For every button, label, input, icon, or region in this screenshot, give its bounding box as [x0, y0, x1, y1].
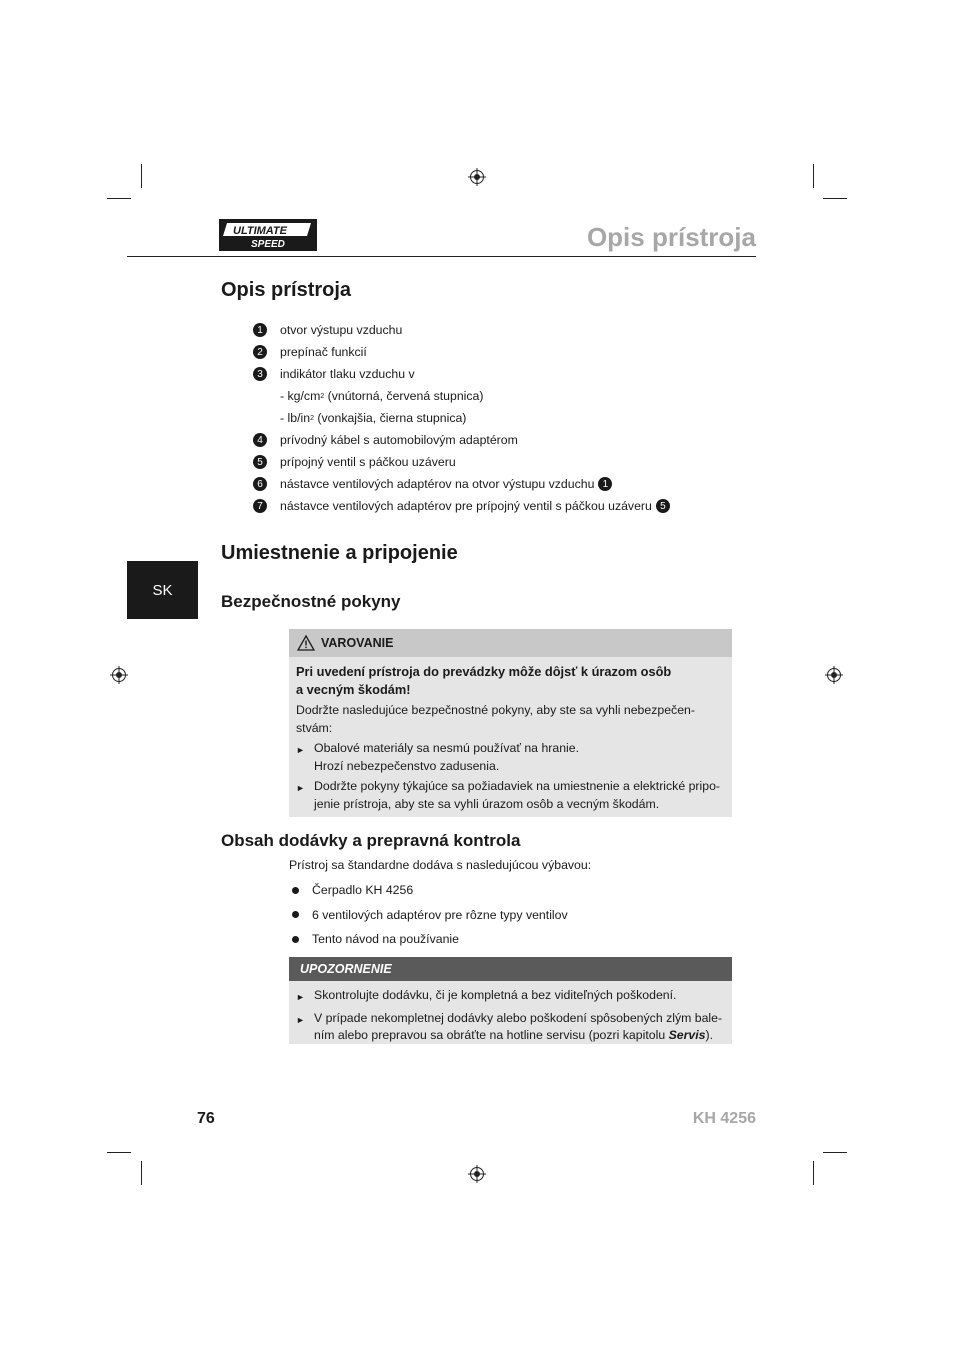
- note-item-text: ).: [705, 1028, 714, 1042]
- arrow-icon: ►: [296, 1014, 305, 1025]
- unit-kg-label: - kg/cm: [280, 389, 321, 403]
- warning-header: [289, 629, 732, 657]
- registration-mark-icon: [825, 666, 843, 684]
- list-subitem: [253, 385, 733, 407]
- warning-label: VAROVANIE: [321, 636, 394, 650]
- part-label: indikátor tlaku vzduchu v: [280, 367, 415, 381]
- note-item-text: ním alebo prepravou sa obráťte na hotline servisu (pozri kapitolu: [314, 1028, 669, 1042]
- note-header: UPOZORNENIE: [289, 957, 732, 981]
- list-item: [253, 495, 733, 517]
- warning-item: [296, 740, 725, 775]
- subheading-safety: Bezpečnostné pokyny: [221, 592, 401, 611]
- section-heading-description: Opis prístroja: [221, 279, 352, 301]
- delivery-item: 6 ventilových adaptérov pre rôzne typy ventilov: [312, 907, 568, 922]
- note-item: [296, 1010, 725, 1045]
- list-item: [292, 903, 568, 928]
- warning-bold-line: Pri uvedení prístroja do prevádzky môže dôjsť k úrazom osôb: [296, 664, 672, 679]
- number-badge: 3: [253, 367, 267, 381]
- number-badge: 6: [253, 477, 267, 491]
- delivery-item: Tento návod na používanie: [312, 932, 459, 947]
- warning-item-text: Dodržte pokyny týkajúce sa požiadaviek na umiestnenie a elektrické pripo-: [314, 779, 721, 793]
- number-badge: 7: [253, 499, 267, 513]
- crop-mark: [107, 198, 131, 199]
- note-item-text: V prípade nekompletnej dodávky alebo poškodení spôsobených zlým bale-: [314, 1010, 723, 1025]
- delivery-item: Čerpadlo KH 4256: [312, 883, 414, 898]
- chapter-reference: Servis: [668, 1028, 706, 1042]
- model-number: KH 4256: [692, 1110, 756, 1127]
- list-item: [253, 451, 733, 473]
- part-label: prívodný kábel s automobilovým adaptérom: [280, 433, 518, 447]
- subheading-delivery: Obsah dodávky a prepravná kontrola: [221, 831, 521, 850]
- crop-mark: [107, 1152, 131, 1153]
- registration-mark-icon: [468, 1165, 486, 1183]
- number-badge: 1: [253, 323, 267, 337]
- crop-mark: [813, 164, 814, 188]
- warning-bold-line: a vecným škodám!: [296, 681, 411, 697]
- crop-mark: [823, 198, 847, 199]
- registration-mark-icon: [110, 666, 128, 684]
- unit-kg-description: (vnútorná, červená stupnica): [324, 389, 484, 403]
- part-label: prepínač funkcií: [280, 345, 367, 359]
- warning-item-text: jenie prístroja, aby ste sa vyhli úrazom osôb a vecným škodám.: [314, 796, 660, 811]
- part-label: prípojný ventil s páčkou uzáveru: [280, 455, 456, 469]
- arrow-icon: ►: [296, 992, 305, 1002]
- list-item: [253, 429, 733, 451]
- parts-list: [253, 319, 733, 517]
- superscript: 2: [320, 392, 325, 400]
- warning-intro: Dodržte nasledujúce bezpečnostné pokyny, aby ste sa vyhli nebezpečen-: [296, 703, 695, 717]
- crop-mark: [141, 164, 142, 188]
- warning-item-text: Hrozí nebezpečenstvo zadusenia.: [314, 758, 500, 773]
- bullet-icon: [292, 911, 299, 918]
- crop-mark: [813, 1161, 814, 1185]
- unit-lb-label: - lb/in: [280, 411, 311, 425]
- list-item: [253, 341, 733, 363]
- list-item: [253, 319, 733, 341]
- warning-item-text: Obalové materiály sa nesmú používať na hranie.: [314, 741, 580, 755]
- registration-mark-icon: [468, 168, 486, 186]
- number-badge: 5: [253, 455, 267, 469]
- logo-text-2: SPEED: [251, 239, 285, 250]
- number-badge: 4: [253, 433, 267, 447]
- page-number: 76: [197, 1110, 215, 1127]
- part-label: nástavce ventilových adaptérov na otvor výstupu vzduchu: [280, 477, 595, 491]
- part-label: otvor výstupu vzduchu: [280, 323, 403, 337]
- delivery-list: [292, 878, 568, 952]
- brand-logo: [219, 219, 317, 251]
- superscript: 2: [310, 414, 314, 422]
- crop-mark: [141, 1161, 142, 1185]
- reference-badge: 5: [656, 499, 670, 513]
- section-heading-placement: Umiestnenie a pripojenie: [221, 542, 458, 564]
- header-title: Opis prístroja: [586, 222, 756, 252]
- unit-lb-description: (vonkajšia, čierna stupnica): [313, 411, 467, 425]
- note-item: [296, 987, 725, 1007]
- list-item: [253, 363, 733, 385]
- note-box: [289, 957, 732, 1044]
- part-label: nástavce ventilových adaptérov pre prípojný ventil s páčkou uzáveru: [280, 499, 652, 513]
- arrow-icon: ►: [296, 783, 305, 793]
- header-rule: [127, 256, 756, 257]
- warning-box: [289, 629, 732, 817]
- bullet-icon: [292, 936, 299, 943]
- list-subitem: [253, 407, 733, 429]
- warning-intro: stvám:: [296, 720, 333, 735]
- list-item: [253, 473, 733, 495]
- note-item-text: Skontrolujte dodávku, či je kompletná a bez viditeľných poškodení.: [314, 988, 677, 1002]
- reference-badge: 1: [598, 477, 612, 491]
- warning-triangle-icon: [297, 635, 315, 651]
- language-tab: SK: [127, 561, 198, 619]
- bullet-icon: [292, 887, 299, 894]
- list-item: [292, 927, 568, 952]
- warning-item: [296, 778, 725, 813]
- list-item: [292, 878, 568, 903]
- crop-mark: [823, 1152, 847, 1153]
- logo-text-1: ULTIMATE: [233, 225, 287, 237]
- arrow-icon: ►: [296, 745, 305, 755]
- number-badge: 2: [253, 345, 267, 359]
- delivery-intro: Prístroj sa štandardne dodáva s nasledujúcou výbavou:: [289, 858, 592, 872]
